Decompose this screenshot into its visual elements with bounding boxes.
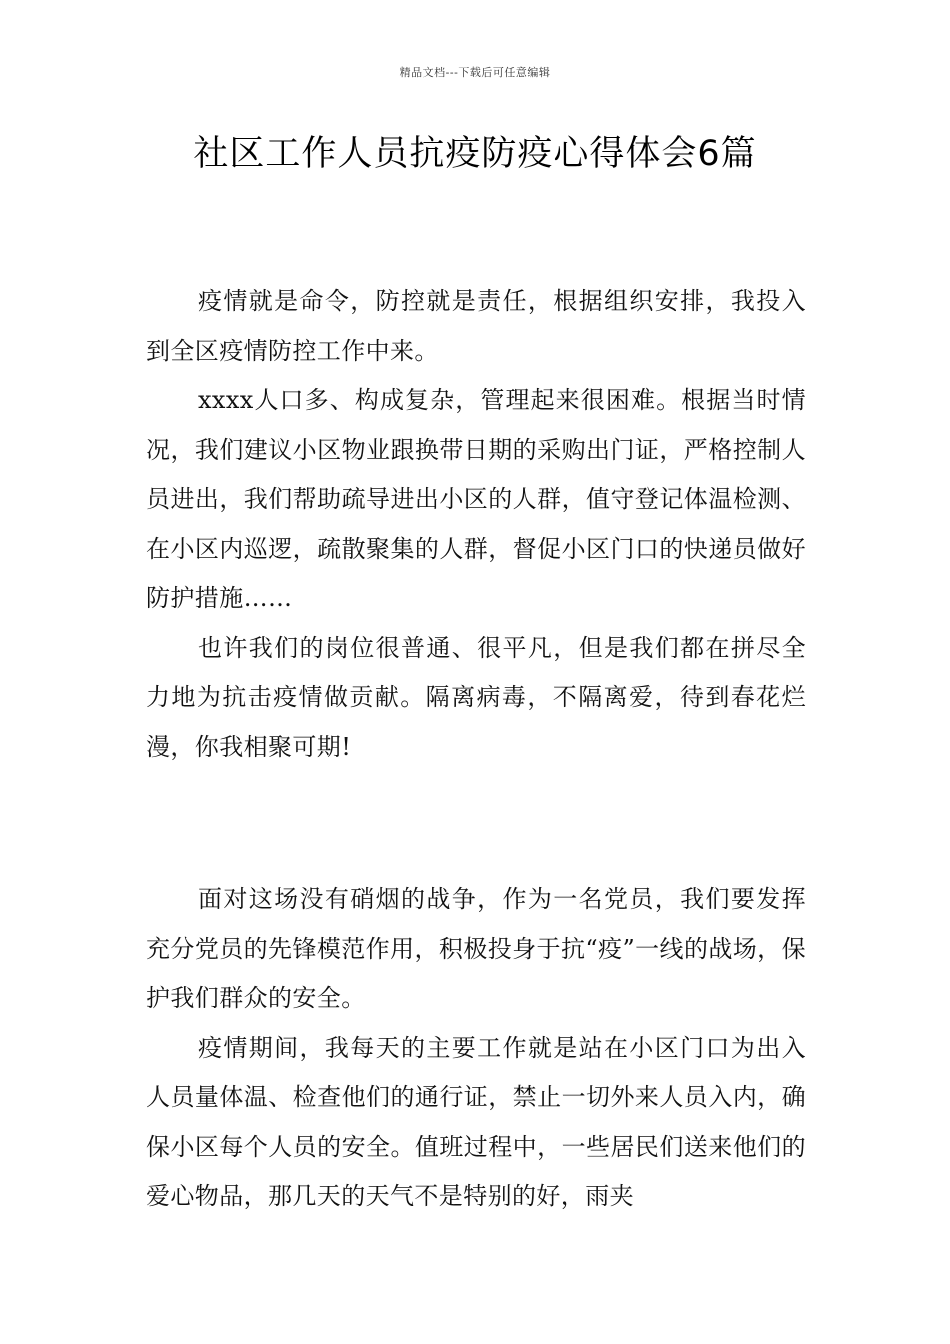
paragraph: 疫情就是命令，防控就是责任，根据组织安排，我投入到全区疫情防控工作中来。	[146, 287, 806, 365]
paragraph: xxxx人口多、构成复杂，管理起来很困难。根据当时情况，我们建议小区物业跟换带日期的采购出门证，严格控制人员进出，我们帮助疏导进出小区的人群，值守登记体温检测、在小区内巡逻，疏散聚集的人群，督促小区门口的快递员做好防护措施……	[146, 386, 806, 612]
document-title: 社区工作人员抗疫防疫心得体会6篇	[193, 134, 757, 174]
paragraph: 疫情期间，我每天的主要工作就是站在小区门口为出入人员量体温、检查他们的通行证，禁止一切外来人员入内，确保小区每个人员的安全。值班过程中，一些居民们送来他们的爱心物品，那几天的天气不是特别的好，雨夹	[146, 1033, 806, 1210]
essay-section-2	[146, 875, 806, 1222]
essay-section-1	[146, 277, 806, 772]
header-note: 精品文档---下载后可任意编辑	[399, 66, 551, 79]
paragraph: 也许我们的岗位很普通、很平凡，但是我们都在拼尽全力地为抗击疫情做贡献。隔离病毒，不隔离爱，待到春花烂漫，你我相聚可期!	[146, 633, 806, 761]
paragraph: 面对这场没有硝烟的战争，作为一名党员，我们要发挥充分党员的先锋模范作用，积极投身于抗“疫”一线的战场，保护我们群众的安全。	[146, 885, 806, 1012]
